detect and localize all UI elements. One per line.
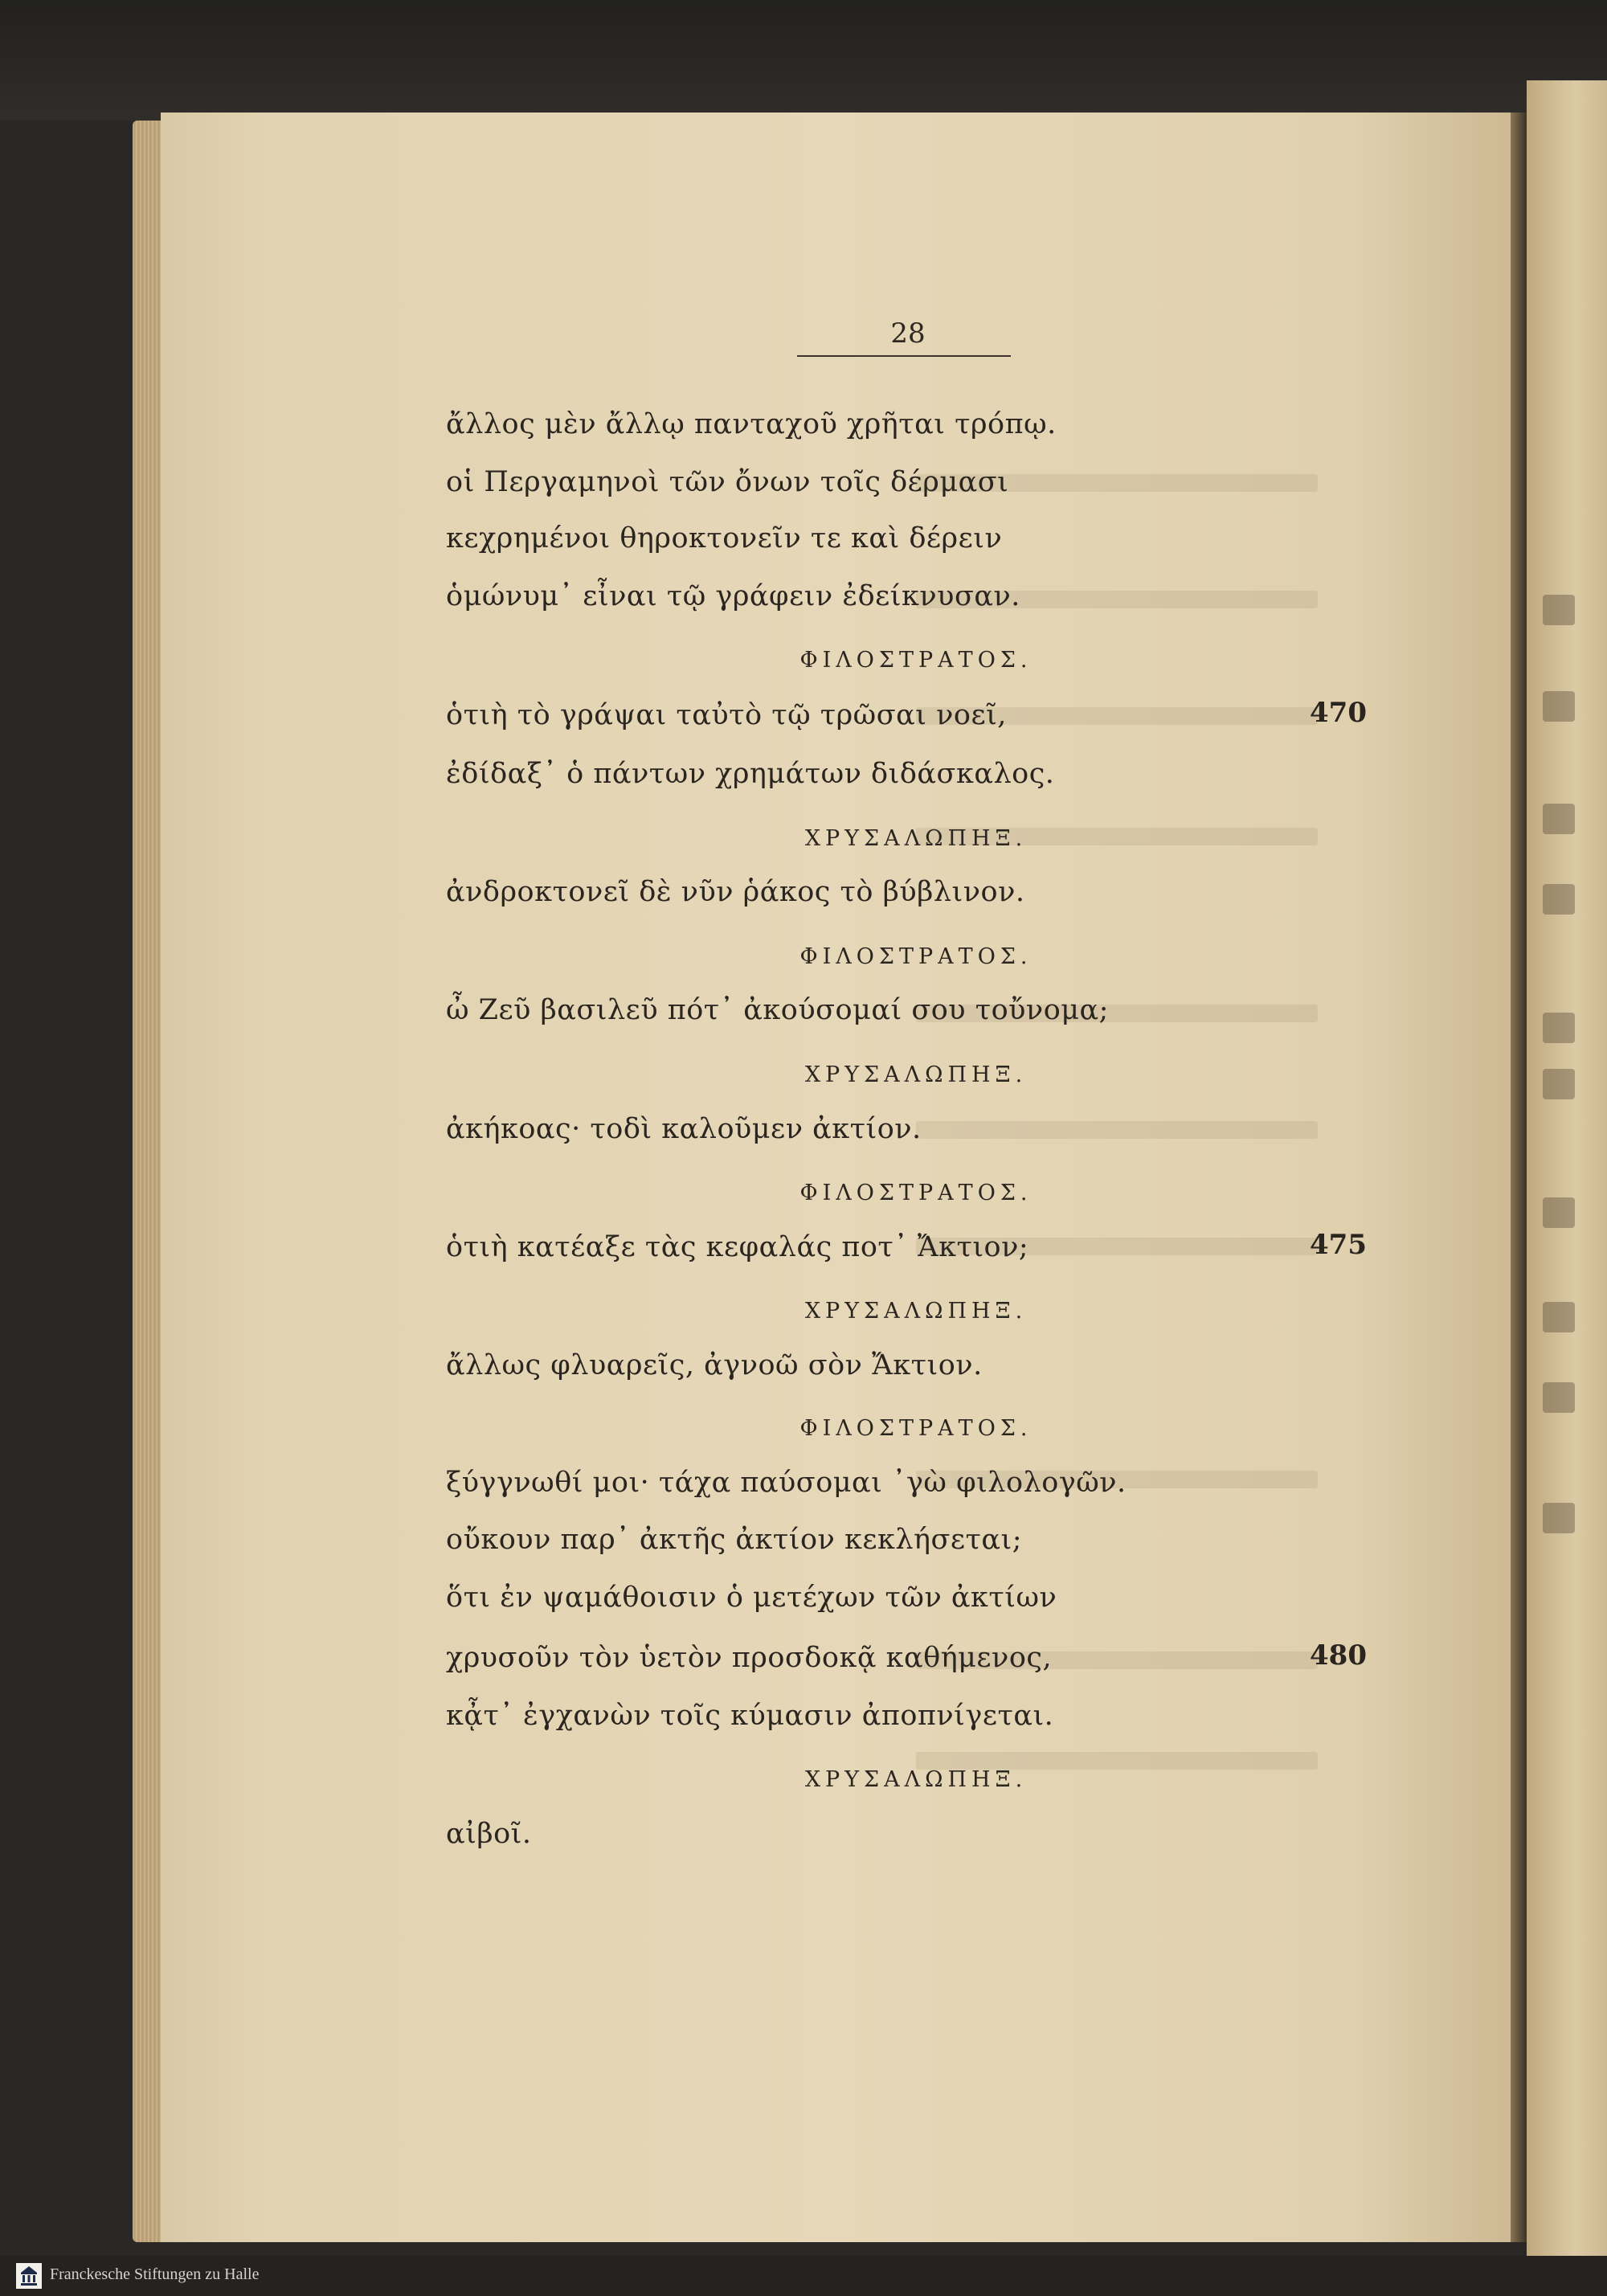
verse-line: χρυσοῦν τὸν ὑετὸν προσδοκᾷ καθήμενος, [446,1642,1053,1674]
verse-line: ἄλλος μὲν ἄλλῳ πανταχοῦ χρῆται τρόπῳ. [446,408,1057,440]
facing-page-fragment [1543,1069,1575,1099]
institution-logo-icon [16,2263,42,2289]
facing-page-fragment [1543,1197,1575,1228]
verse-line: ὁτιὴ κατέαξε τὰς κεφαλάς ποτ᾽ Ἄκτιον; [446,1231,1029,1263]
verse-line: κᾆτ᾽ ἐγχανὼν τοῖς κύμασιν ἀποπνίγεται. [446,1700,1054,1732]
verse-line: ἐδίδαξ᾽ ὁ πάντων χρημάτων διδάσκαλος. [446,758,1055,790]
speaker-heading: ΧΡΥΣΑΛΩΠΗΞ. [804,1299,1028,1324]
verse-line: ἀνδροκτονεῖ δὲ νῦν ῥάκος τὸ βύβλινον. [446,876,1025,908]
facing-page-fragment [1543,691,1575,722]
speaker-heading: ΧΡΥΣΑΛΩΠΗΞ. [804,1062,1028,1087]
line-number: 475 [1310,1229,1367,1261]
facing-page-fragment [1543,595,1575,625]
verse-line: κεχρημένοι θηροκτονεῖν τε καὶ δέρειν [446,522,1003,555]
facing-page-fragment [1543,804,1575,834]
verse-line: ὁμώνυμ᾽ εἶναι τῷ γράφειν ἐδείκνυσαν. [446,580,1020,612]
footer-bar [0,2256,1607,2296]
facing-page-fragment [1543,1013,1575,1043]
line-number: 470 [1310,697,1367,729]
page-number: 28 [890,317,926,350]
line-number: 480 [1310,1639,1367,1672]
facing-page-fragment [1543,1503,1575,1533]
facing-page-edge [1527,80,1607,2258]
verse-line: ἀκήκοας· τοδὶ καλοῦμεν ἀκτίον. [446,1113,922,1145]
verse-line: οὔκουν παρ᾽ ἀκτῆς ἀκτίον κεκλήσεται; [446,1524,1023,1556]
speaker-heading: ΦΙΛΟΣΤΡΑΤΟΣ. [799,1181,1032,1205]
page-stack-edge [133,121,165,2242]
speaker-heading: ΧΡΥΣΑΛΩΠΗΞ. [804,826,1028,851]
footer-institution-label: Franckesche Stiftungen zu Halle [50,2265,260,2283]
show-through-text [916,1121,1318,1139]
header-rule [797,355,1011,357]
speaker-heading: ΧΡΥΣΑΛΩΠΗΞ. [804,1767,1028,1792]
facing-page-fragment [1543,884,1575,915]
verse-line: ξύγγνωθί μοι· τάχα παύσομαι ᾽γὼ φιλολογῶν. [446,1467,1127,1499]
verse-line: ὁτιὴ τὸ γράψαι ταὐτὸ τῷ τρῶσαι νοεῖ, [446,699,1007,731]
verse-line: ὦ Ζεῦ βασιλεῦ πότ᾽ ἀκούσομαί σου τοὔνομα; [446,994,1109,1026]
speaker-heading: ΦΙΛΟΣΤΡΑΤΟΣ. [799,648,1032,673]
facing-page-fragment [1543,1382,1575,1413]
scanner-backdrop [0,0,1607,121]
speaker-heading: ΦΙΛΟΣΤΡΑΤΟΣ. [799,1416,1032,1441]
verse-line: ὅτι ἐν ψαμάθοισιν ὁ μετέχων τῶν ἀκτίων [446,1582,1057,1614]
speaker-heading: ΦΙΛΟΣΤΡΑΤΟΣ. [799,944,1032,969]
verse-line: αἰβοῖ. [446,1818,532,1850]
verse-line: ἄλλως φλυαρεῖς, ἀγνοῶ σὸν Ἄκτιον. [446,1349,983,1381]
facing-page-fragment [1543,1302,1575,1332]
book-gutter [1511,113,1527,2242]
verse-line: οἱ Περγαμηνοὶ τῶν ὄνων τοῖς δέρμασι [446,466,1009,498]
